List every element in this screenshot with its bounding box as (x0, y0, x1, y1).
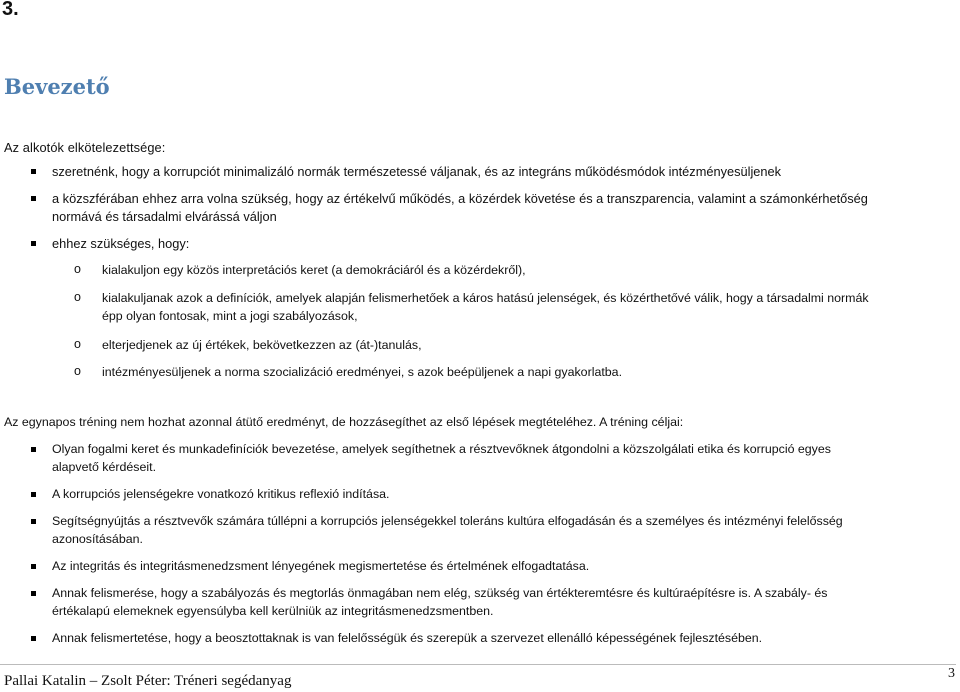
goal-line: Olyan fogalmi keret és munkadefiníciók bevezetése, amelyek segíthetnek a résztvevőknek átgondolni a közszolgálati etika és korrupció egyes (52, 442, 831, 456)
bullet-square-icon (31, 169, 36, 174)
sub-item-line: intézményesüljenek a norma szocializáció eredményei, s azok beépüljenek a napi gyakorlatba. (102, 365, 623, 379)
bullet-square-icon (31, 519, 36, 524)
commitment-line: ehhez szükséges, hogy: (52, 236, 190, 251)
training-intro: Az egynapos tréning nem hozhat azonnal átütő eredményt, de hozzásegíthet az első lépések megtételéhez. A tréning céljai: (4, 415, 684, 429)
goal-line: alapvető kérdéseit. (52, 460, 157, 474)
sub-item-line: épp olyan fontosak, mint a jogi szabályozások, (102, 309, 358, 323)
sub-item-line: kialakuljanak azok a definíciók, amelyek alapján felismerhetőek a káros hatású jelenségek, és közérthetővé válik, hogy a társadalmi normák (102, 291, 869, 305)
intro-text: Az alkotók elkötelezettsége: (4, 140, 166, 155)
footer-author-title: Pallai Katalin – Zsolt Péter: Tréneri segédanyag (4, 673, 292, 689)
goal-line: Az integritás és integritásmenedzsment lényegének megismertetése és értelmének elfogadtatása. (52, 559, 590, 573)
goal-line: Annak felismertetése, hogy a beosztottaknak is van felelősségük és szerepük a szervezet ellenálló képességének fejlesztésében. (52, 631, 763, 645)
goal-line: Annak felismerése, hogy a szabályozás és megtorlás önmagában nem elég, szükség van értékteremtésre és kultúraépítésre is. A szabály- és (52, 586, 828, 600)
goal-line: A korrupciós jelenségekre vonatkozó kritikus reflexió indítása. (52, 487, 390, 501)
commitment-line: a közszférában ehhez arra volna szükség, hogy az értékelvű működés, a közérdek követése és a transzparencia, valamint a számonkérhetőség (52, 191, 868, 206)
bullet-square-icon (31, 241, 36, 246)
sub-item-line: kialakuljon egy közös interpretációs keret (a demokráciáról és a közérdekről), (102, 263, 526, 277)
goal-line: Segítségnyújtás a résztvevők számára túllépni a korrupciós jelenségekkel toleráns kultúra elfogadásán és a személyes és intézményi felelősség (52, 514, 843, 528)
bullet-square-icon (31, 636, 36, 641)
bullet-square-icon (31, 196, 36, 201)
bullet-square-icon (31, 447, 36, 452)
goal-line: azonosításában. (52, 532, 143, 546)
goal-line: értékalapú elemeknek egyensúlyba kell kerülniük az integritásmenedzsmentben. (52, 604, 494, 618)
section-heading: Bevezető (4, 74, 110, 99)
sub-marker: o (74, 290, 81, 304)
commitment-line: normává és társadalmi elvárássá váljon (52, 209, 277, 224)
sub-marker: o (74, 337, 81, 351)
bullet-square-icon (31, 591, 36, 596)
bullet-square-icon (31, 564, 36, 569)
commitment-line: szeretnénk, hogy a korrupciót minimalizáló normák természetessé váljanak, és az integráns működésmódok intézményesüljenek (52, 164, 782, 179)
footer-divider (0, 664, 956, 665)
bullet-square-icon (31, 492, 36, 497)
footer-page-number: 3 (948, 666, 955, 681)
sub-marker: o (74, 364, 81, 378)
sub-item-line: elterjedjenek az új értékek, bekövetkezzen az (át-)tanulás, (102, 338, 422, 352)
sub-marker: o (74, 262, 81, 276)
page-label: 3. (2, 0, 19, 20)
